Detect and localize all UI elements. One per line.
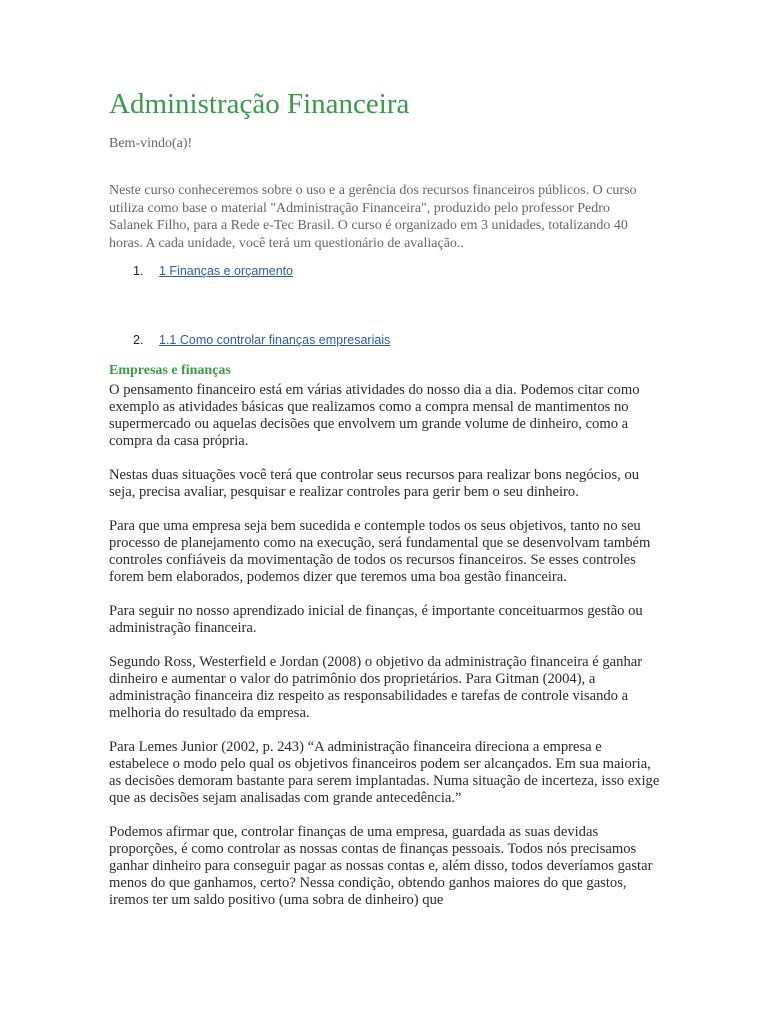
paragraph: Segundo Ross, Westerfield e Jordan (2008) o objetivo da administração financeira é ganhar dinheiro e aumentar o valor do patrimônio dos proprietários. Para Gitman (2004), a administração financeira diz respeito as responsabilidades e tarefas de controle visando a melhoria do resultado da empresa.	[109, 654, 643, 721]
paragraph: O pensamento financeiro está em várias atividades do nosso dia a dia. Podemos citar como exemplo as atividades básicas que realizamos como a compra mensal de mantimentos no supermercado ou aquelas decisões que envolvem um grande volume de dinheiro, como a compra da casa própria.	[109, 382, 640, 449]
paragraph: Para Lemes Junior (2002, p. 243) “A administração financeira direciona a empresa e estabelece o modo pelo qual os objetivos financeiros podem ser alcançados. Em sua maioria, as decisões demoram bastante para serem implantadas. Numa situação de incerteza, isso exige que as decisões sejam analisadas com grande antecedência.”	[109, 739, 660, 806]
section-heading: Empresas e finanças	[109, 363, 231, 378]
paragraph: Nestas duas situações você terá que controlar seus recursos para realizar bons negócios, ou seja, precisa avaliar, pesquisar e realizar controles para gerir bem o seu dinheiro.	[109, 467, 640, 500]
body-text	[109, 382, 661, 926]
document-title: Administração Financeira	[109, 88, 410, 120]
paragraph: Para seguir no nosso aprendizado inicial de finanças, é importante conceituarmos gestão ou administração financeira.	[109, 603, 643, 636]
intro-paragraph: Neste curso conheceremos sobre o uso e a gerência dos recursos financeiros públicos. O curso utiliza como base o material "Administração Financeira", produzido pelo professor Pedro Salanek Filho, para a Rede e-Tec Brasil. O curso é organizado em 3 unidades, totalizando 40 horas. A cada unidade, você terá um questionário de avaliação..	[109, 183, 637, 251]
paragraph: Para que uma empresa seja bem sucedida e contemple todos os seus objetivos, tanto no seu processo de planejamento como na execução, será fundamental que se desenvolvam também controles confiáveis da movimentação de todos os recursos financeiros. Se esses controles forem bem elaborados, podemos dizer que teremos uma boa gestão financeira.	[109, 518, 651, 585]
toc-link-financas-orcamento[interactable]: 1 Finanças e orçamento	[159, 264, 294, 278]
toc-item-number: 1.	[133, 264, 144, 278]
toc-link-controlar-financas[interactable]: 1.1 Como controlar finanças empresariais	[159, 333, 391, 347]
paragraph: Podemos afirmar que, controlar finanças de uma empresa, guardada as suas devidas proporções, é como controlar as nossas contas de finanças pessoais. Todos nós precisamos ganhar dinheiro para conseguir pagar as nossas contas e, além disso, todos deveríamos gastar menos do que ganhamos, certo? Nessa condição, obtendo ganhos maiores do que gastos, iremos ter um saldo positivo (uma sobra de dinheiro) que	[109, 824, 653, 908]
toc-item-2	[133, 330, 390, 350]
toc-item-number: 2.	[133, 333, 144, 347]
toc-item-1	[133, 261, 293, 281]
welcome-text: Bem-vindo(a)!	[109, 136, 193, 151]
